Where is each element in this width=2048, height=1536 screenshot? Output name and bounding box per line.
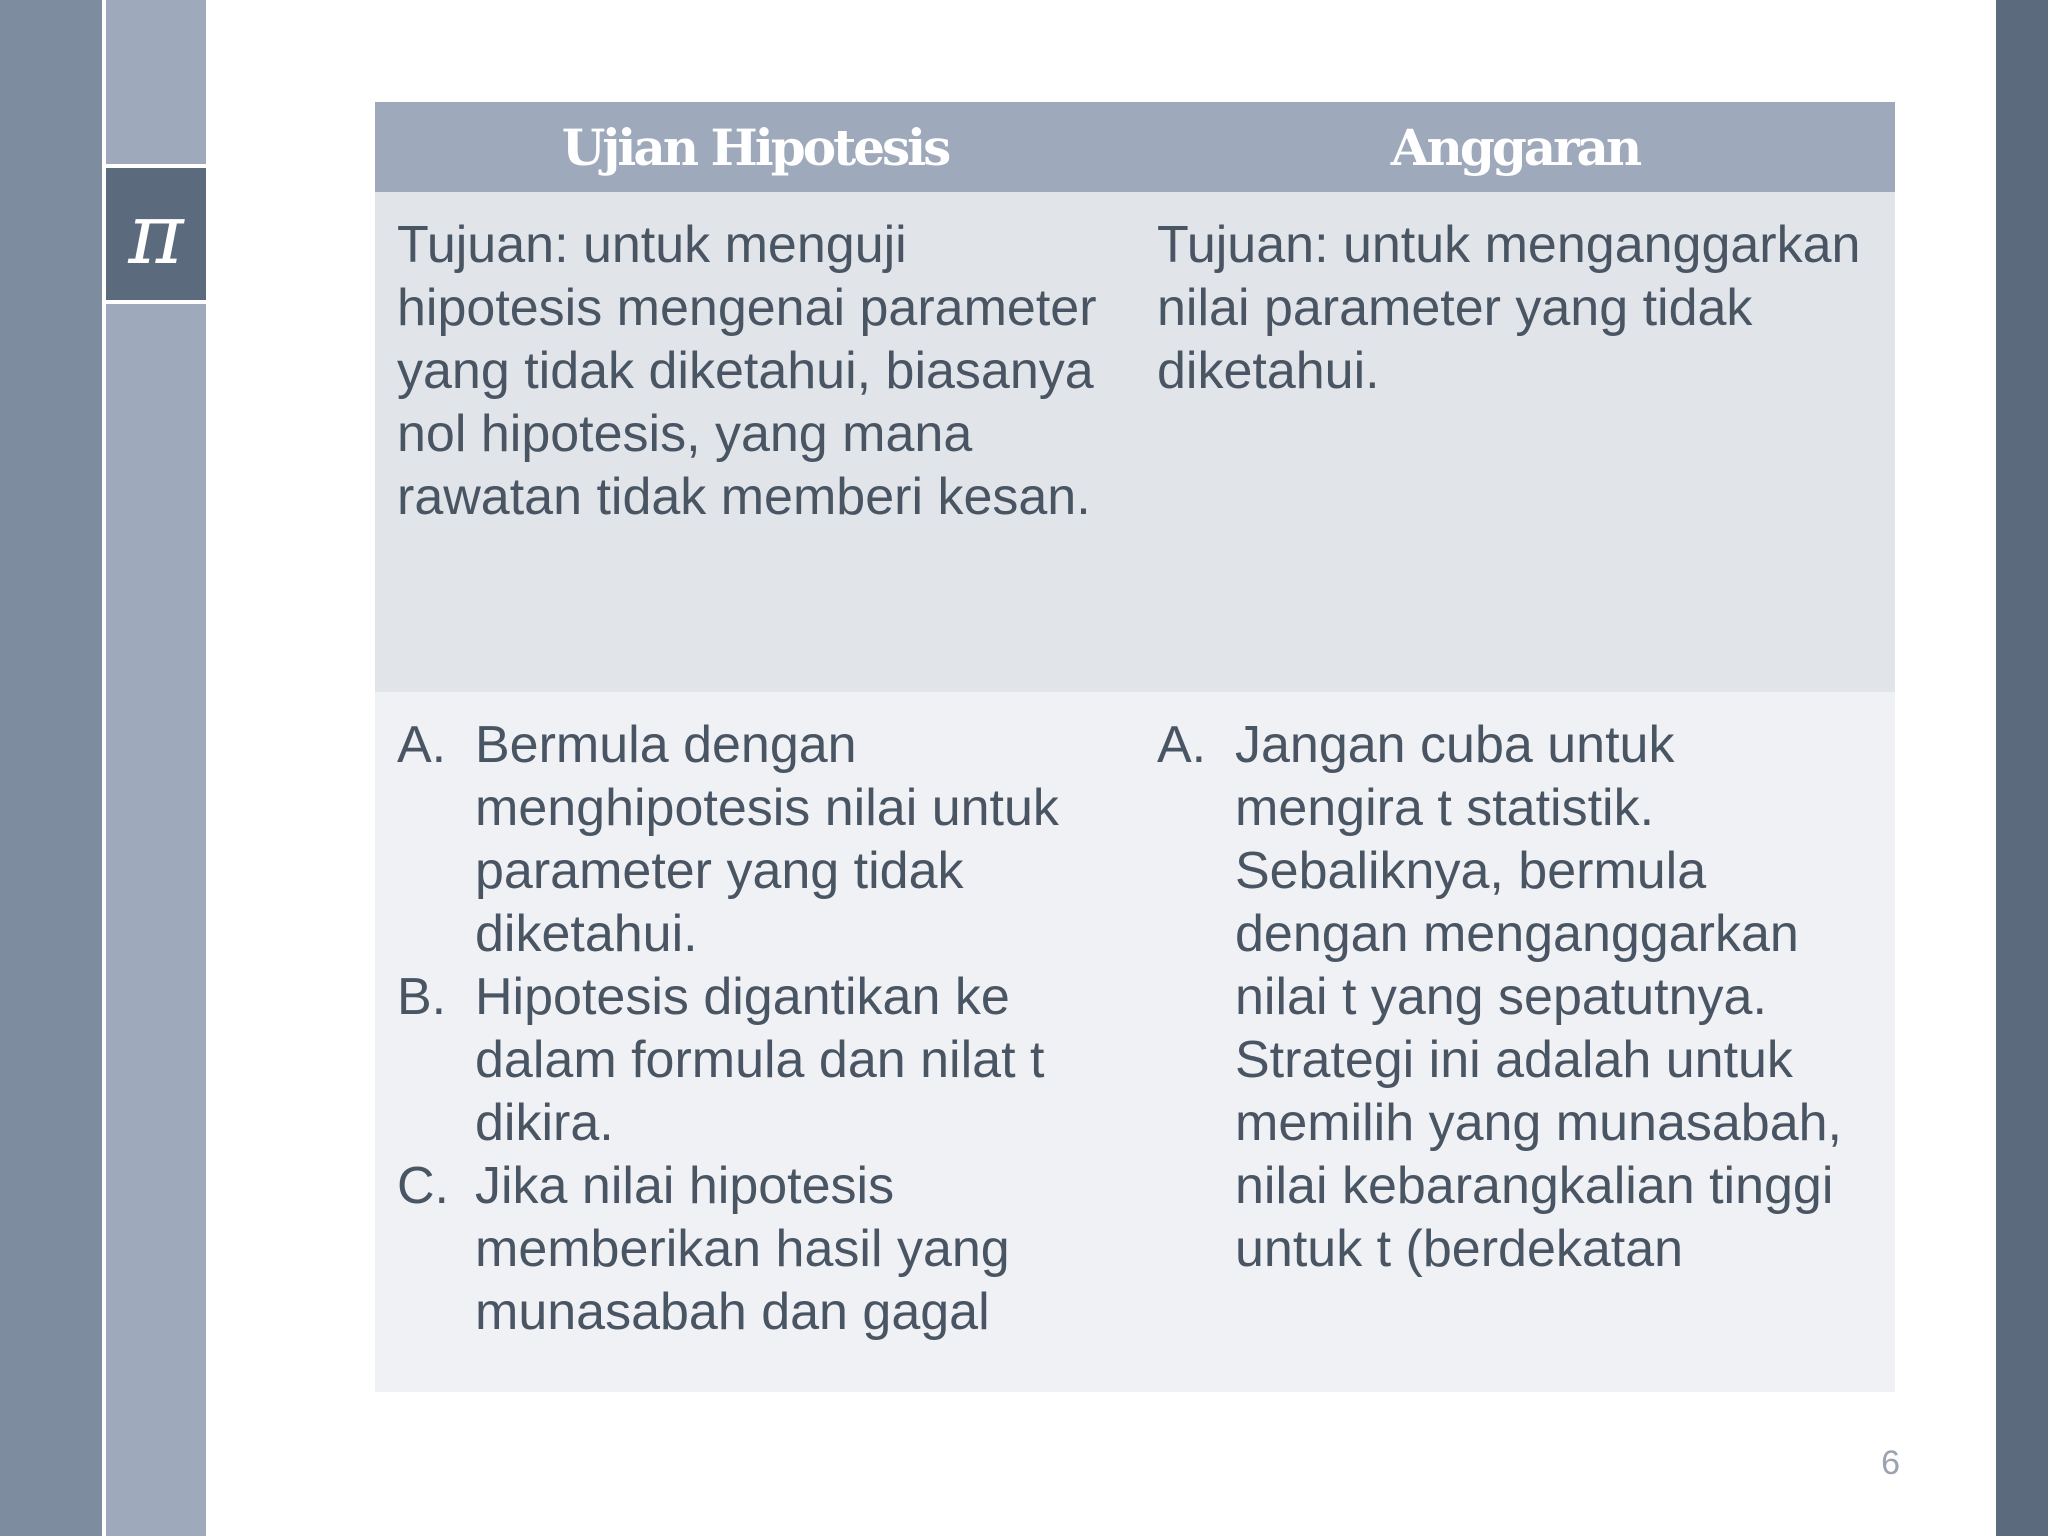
step-marker: B. xyxy=(397,968,447,1026)
step-item xyxy=(1157,714,1873,1281)
logo-box xyxy=(106,164,206,304)
step-item xyxy=(397,1155,1113,1344)
comparison-table xyxy=(375,102,1895,1392)
step-text: Bermula dengan menghipotesis nilai untuk parameter yang tidak diketahui. xyxy=(475,716,1059,963)
left-band-dark xyxy=(0,0,102,1536)
steps-row xyxy=(375,692,1895,1392)
right-band xyxy=(1996,0,2048,1536)
header-estimation: Anggaran xyxy=(1135,102,1895,192)
step-text: Jika nilai hipotesis memberikan hasil yang munasabah dan gagal xyxy=(475,1157,1010,1341)
step-marker: C. xyxy=(397,1157,449,1215)
purpose-estimation: Tujuan: untuk menganggarkan nilai parameter yang tidak diketahui. xyxy=(1135,192,1895,692)
step-item xyxy=(397,966,1113,1155)
purpose-hypothesis-test: Tujuan: untuk menguji hipotesis mengenai parameter yang tidak diketahui, biasanya nol hipotesis, yang mana rawatan tidak memberi kesan. xyxy=(375,192,1135,692)
header-hypothesis-test: Ujian Hipotesis xyxy=(375,102,1135,192)
step-marker: A. xyxy=(1157,716,1207,774)
table-header-row xyxy=(375,102,1895,192)
purpose-row xyxy=(375,192,1895,692)
steps-estimation xyxy=(1135,692,1895,1392)
step-marker: A. xyxy=(397,716,447,774)
step-item xyxy=(397,714,1113,966)
steps-hypothesis-test xyxy=(375,692,1135,1392)
step-list-left xyxy=(397,714,1113,1344)
step-list-right xyxy=(1157,714,1873,1281)
page-number: 6 xyxy=(1881,1444,1900,1482)
step-text: Hipotesis digantikan ke dalam formula dan nilat t dikira. xyxy=(475,968,1045,1152)
pi-icon: π xyxy=(128,185,184,283)
step-text: Jangan cuba untuk mengira t statistik. Sebaliknya, bermula dengan menganggarkan nilai t yang sepatutnya. Strategi ini adalah untuk memilih yang munasabah, nilai kebarangkalian tinggi untuk t (berdekatan xyxy=(1235,716,1842,1278)
